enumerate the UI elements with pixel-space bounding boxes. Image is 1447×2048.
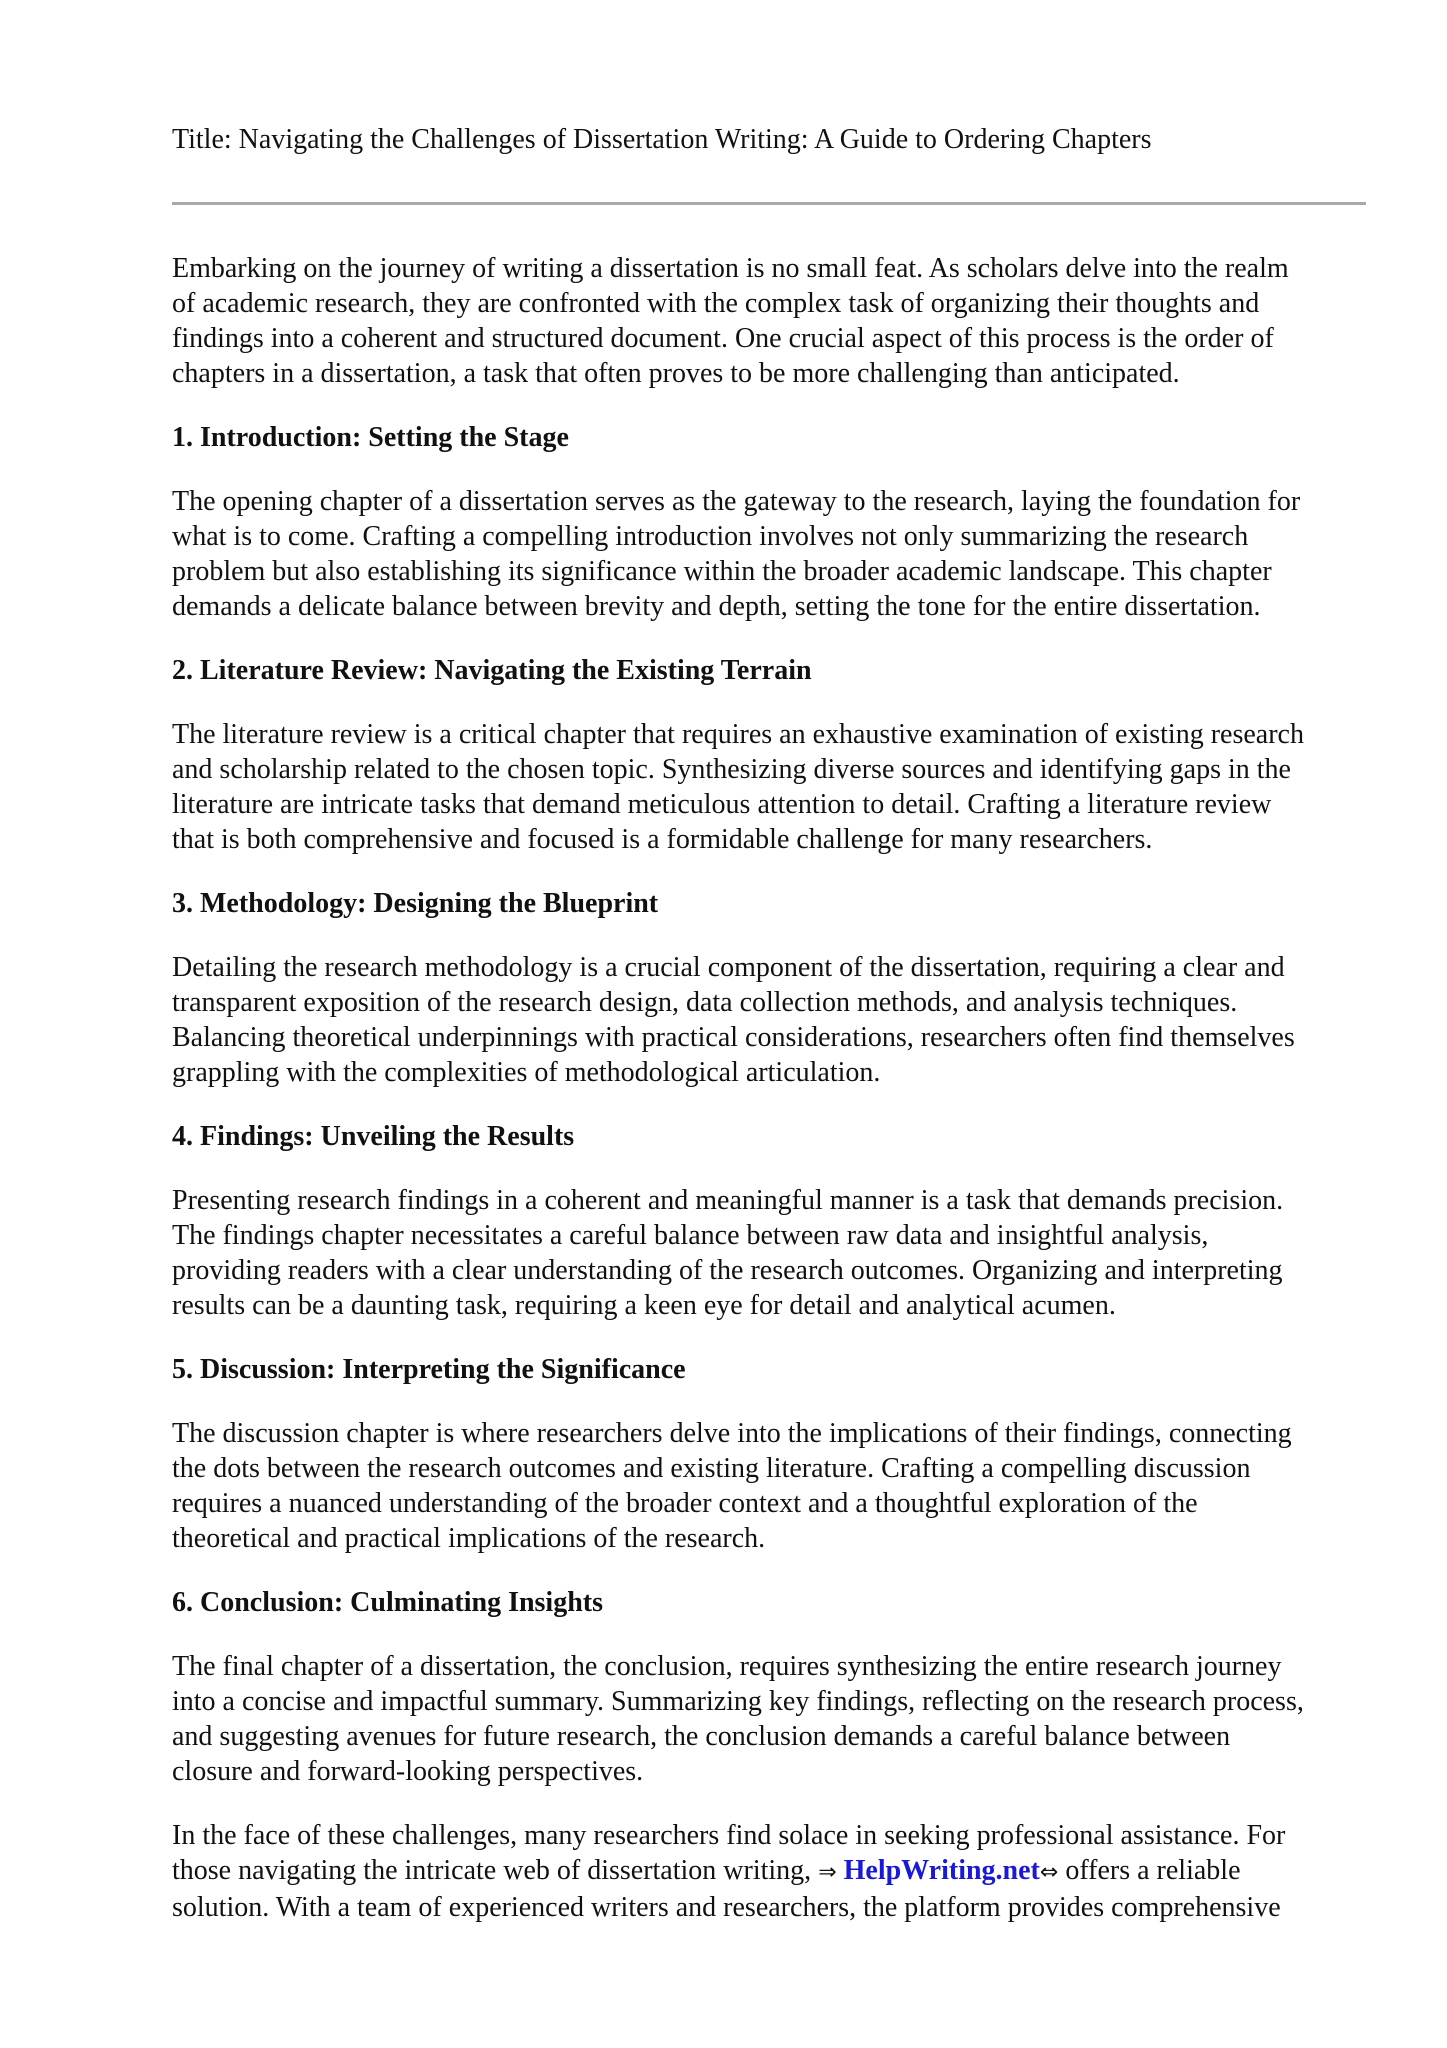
paragraph <box>172 1183 1392 1323</box>
text-segment: those navigating the intricate web of dissertation writing, <box>172 1855 819 1886</box>
horizontal-rule <box>172 202 1366 205</box>
text-line: The findings chapter necessitates a careful balance between raw data and insightful analysis, <box>172 1220 1209 1251</box>
text-line: closure and forward-looking perspectives. <box>172 1756 644 1787</box>
document-body <box>172 251 1392 1954</box>
paragraph <box>172 1416 1392 1556</box>
section-heading: 4. Findings: Unveiling the Results <box>172 1121 575 1152</box>
double-arrow-icon: ⇔ <box>1039 1860 1059 1885</box>
text-line: Balancing theoretical underpinnings with practical considerations, researchers often find themselves <box>172 1022 1295 1053</box>
section-heading: 5. Discussion: Interpreting the Significance <box>172 1354 686 1385</box>
paragraph <box>172 484 1392 624</box>
section-heading: 3. Methodology: Designing the Blueprint <box>172 888 659 919</box>
closing-paragraph <box>172 1818 1392 1925</box>
text-line: Presenting research findings in a coherent and meaningful manner is a task that demands precision. <box>172 1185 1284 1216</box>
paragraph <box>172 717 1392 857</box>
text-line: findings into a coherent and structured document. One crucial aspect of this process is the order of <box>172 323 1274 354</box>
text-line: theoretical and practical implications of the research. <box>172 1523 766 1554</box>
text-line: and scholarship related to the chosen topic. Synthesizing diverse sources and identifying gaps in the <box>172 754 1291 785</box>
text-line <box>172 1853 1392 1890</box>
text-line: transparent exposition of the research design, data collection methods, and analysis techniques. <box>172 987 1238 1018</box>
paragraph <box>172 1649 1392 1789</box>
text-line: problem but also establishing its significance within the broader academic landscape. This chapter <box>172 556 1272 587</box>
paragraph <box>172 950 1392 1090</box>
text-line: grappling with the complexities of methodological articulation. <box>172 1057 881 1088</box>
text-line: the dots between the research outcomes and existing literature. Crafting a compelling discussion <box>172 1453 1251 1484</box>
paragraph <box>172 251 1392 391</box>
text-line: solution. With a team of experienced writers and researchers, the platform provides comprehensive <box>172 1892 1281 1923</box>
text-line: demands a delicate balance between brevity and depth, setting the tone for the entire dissertation. <box>172 591 1261 622</box>
text-line: providing readers with a clear understanding of the research outcomes. Organizing and interpreting <box>172 1255 1283 1286</box>
text-segment: offers a reliable <box>1058 1855 1241 1886</box>
text-line: into a concise and impactful summary. Summarizing key findings, reflecting on the research process, <box>172 1686 1304 1717</box>
helpwriting-link[interactable]: HelpWriting.net <box>843 1855 1040 1886</box>
text-line: of academic research, they are confronted with the complex task of organizing their thoughts and <box>172 288 1260 319</box>
text-line: The final chapter of a dissertation, the conclusion, requires synthesizing the entire research journey <box>172 1651 1282 1682</box>
text-line: literature are intricate tasks that demand meticulous attention to detail. Crafting a literature review <box>172 789 1272 820</box>
section-heading: 6. Conclusion: Culminating Insights <box>172 1587 604 1618</box>
text-line: Detailing the research methodology is a crucial component of the dissertation, requiring a clear and <box>172 952 1285 983</box>
text-line: The discussion chapter is where researchers delve into the implications of their findings, connecting <box>172 1418 1292 1449</box>
section-heading: 2. Literature Review: Navigating the Existing Terrain <box>172 655 812 686</box>
text-line: results can be a daunting task, requiring a keen eye for detail and analytical acumen. <box>172 1290 1116 1321</box>
text-line: what is to come. Crafting a compelling introduction involves not only summarizing the research <box>172 521 1249 552</box>
text-line: Embarking on the journey of writing a dissertation is no small feat. As scholars delve into the realm <box>172 253 1289 284</box>
text-line: and suggesting avenues for future research, the conclusion demands a careful balance between <box>172 1721 1231 1752</box>
document-title: Title: Navigating the Challenges of Dissertation Writing: A Guide to Ordering Chapters <box>172 124 1152 155</box>
text-line: chapters in a dissertation, a task that often proves to be more challenging than anticipated. <box>172 358 1180 389</box>
section-heading: 1. Introduction: Setting the Stage <box>172 422 569 453</box>
text-line: The literature review is a critical chapter that requires an exhaustive examination of existing research <box>172 719 1304 750</box>
sections <box>172 251 1392 1789</box>
text-line: requires a nuanced understanding of the broader context and a thoughtful exploration of the <box>172 1488 1198 1519</box>
text-line: In the face of these challenges, many researchers find solace in seeking professional assistance. For <box>172 1820 1286 1851</box>
text-line: The opening chapter of a dissertation serves as the gateway to the research, laying the foundation for <box>172 486 1301 517</box>
right-arrow-icon: ⇒ <box>818 1860 837 1885</box>
text-line: that is both comprehensive and focused is a formidable challenge for many researchers. <box>172 824 1153 855</box>
